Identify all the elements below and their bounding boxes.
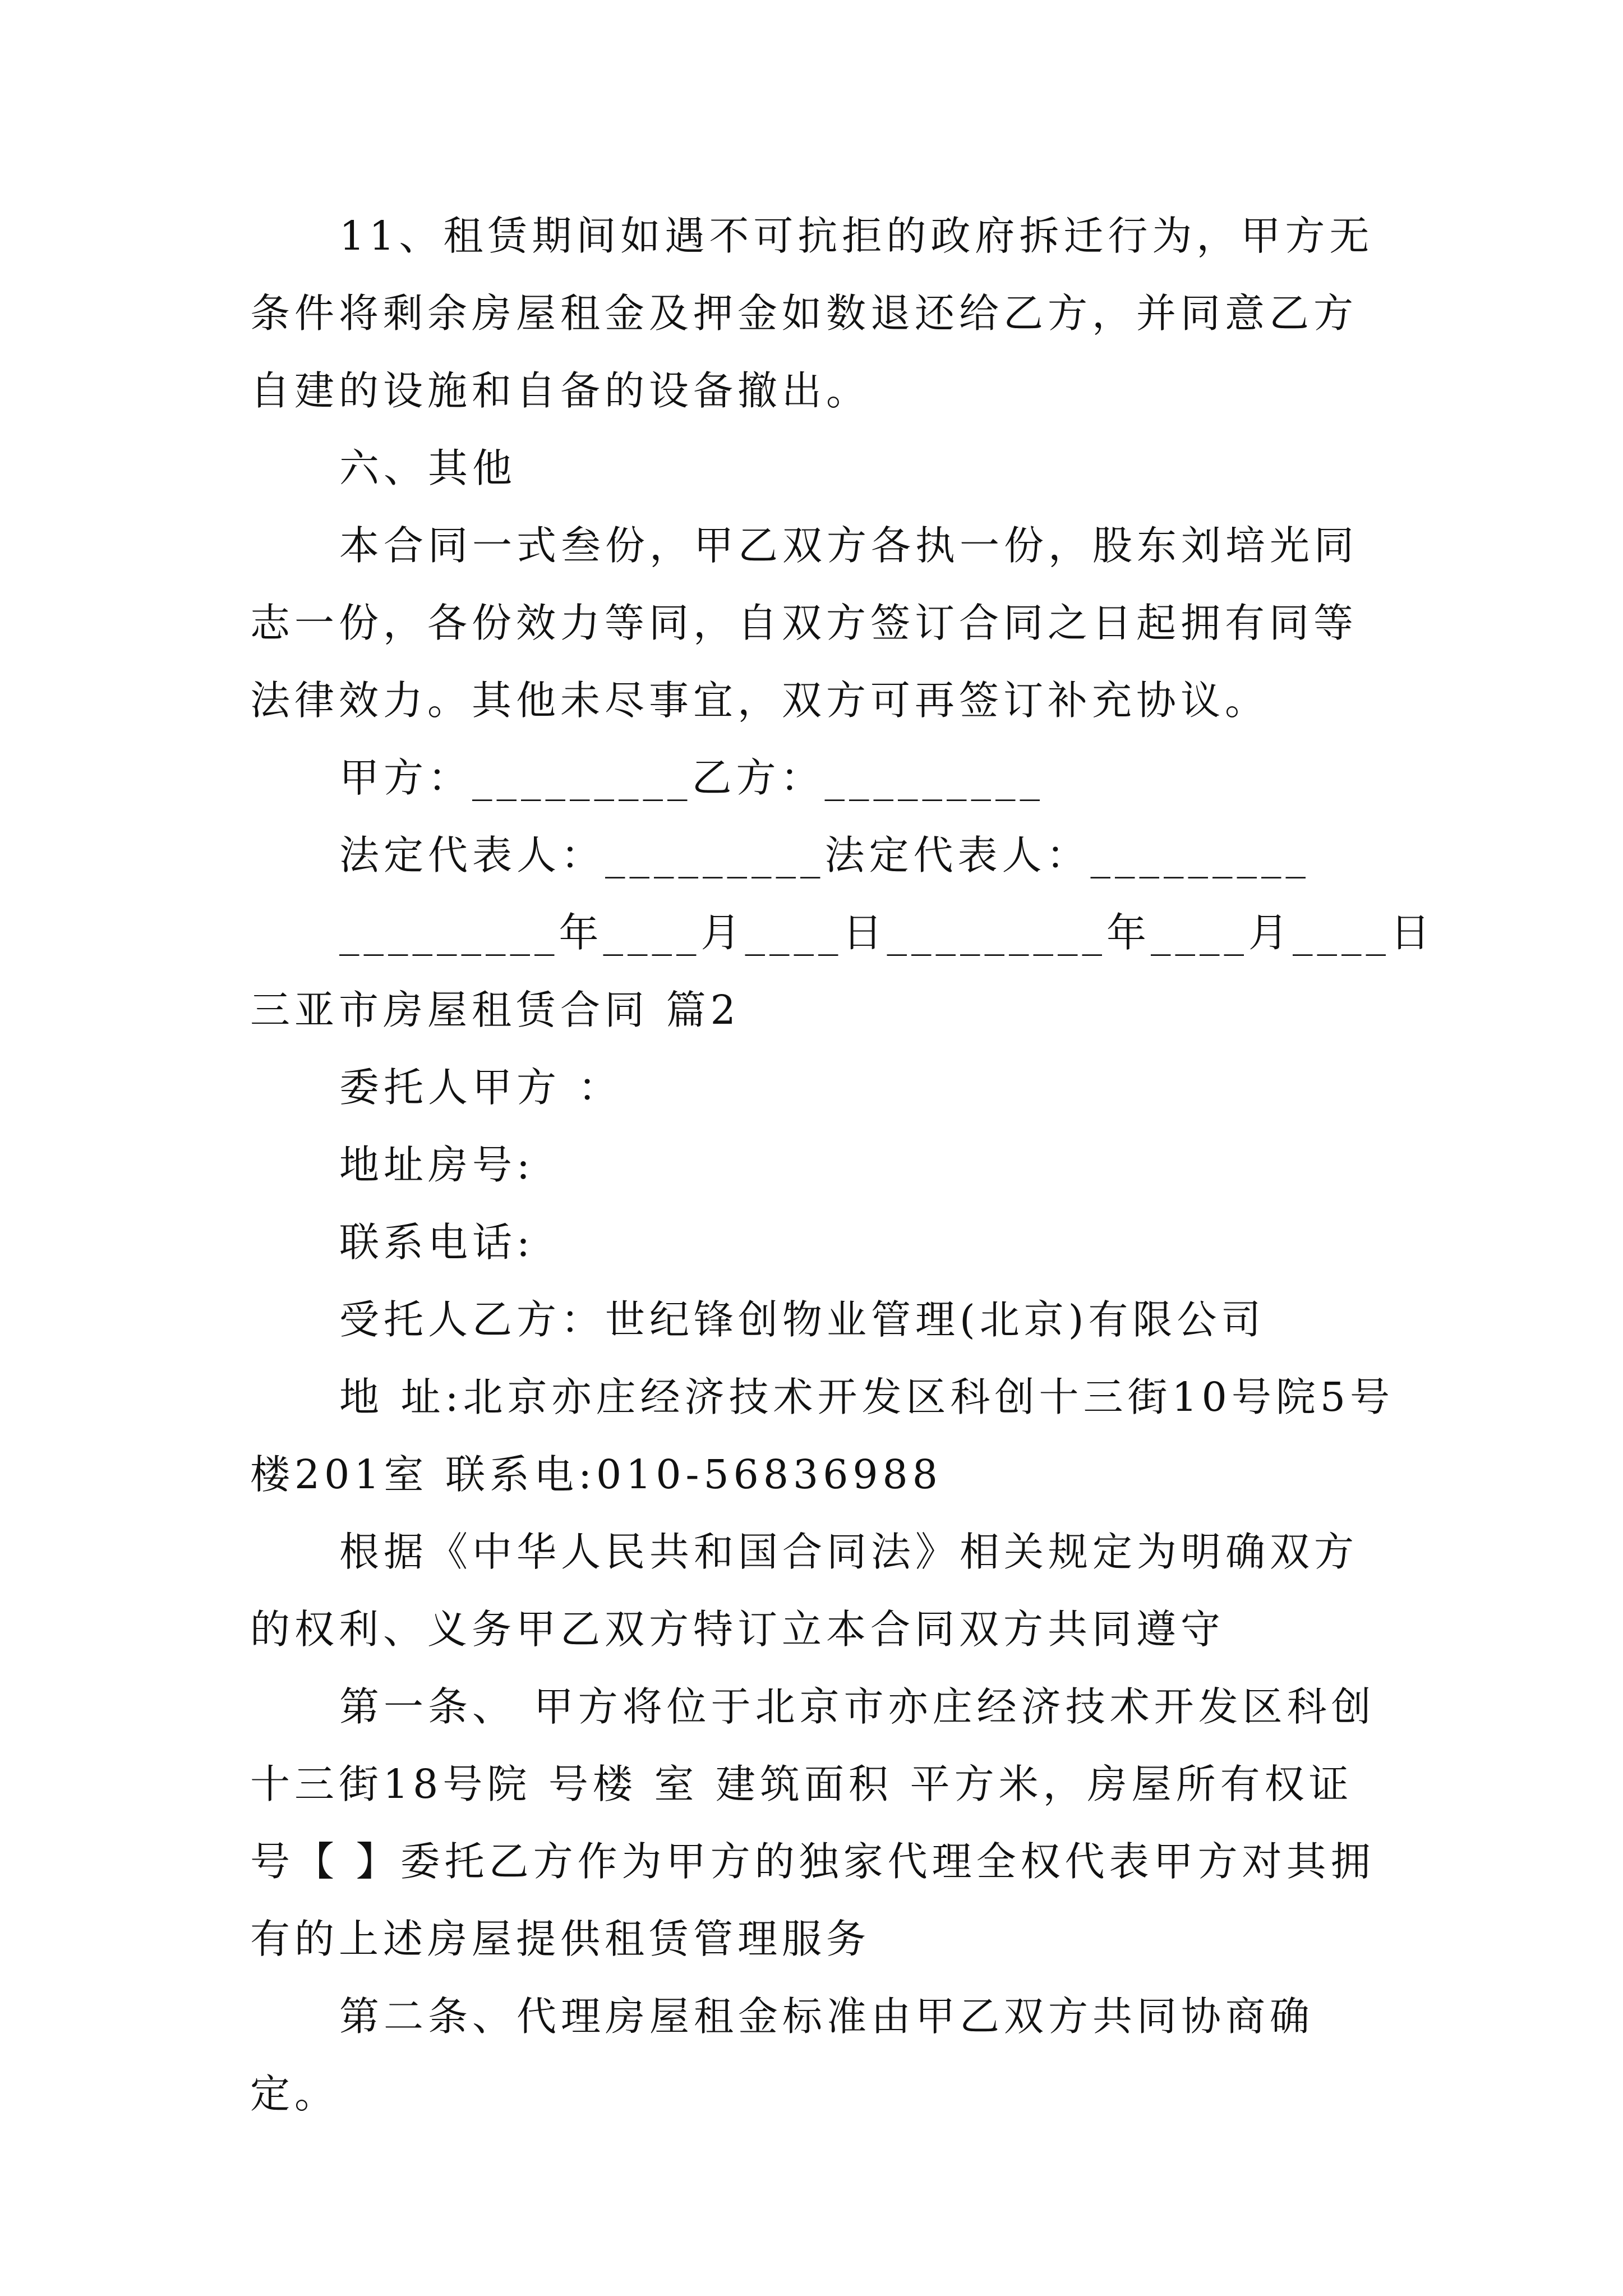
signature-representatives-line: 法定代表人：_________法定代表人：_________: [339, 832, 1311, 878]
paragraph-copies: 本合同一式叁份，甲乙双方各执一份，股东刘培光同志一份，各份效力等同，自双方签订合同之日起拥有同等法律效力。其他未尽事宜，双方可再签订补充协议。: [250, 522, 1359, 724]
document-body: [250, 197, 1435, 2133]
contact-phone: 联系电话:: [339, 1219, 534, 1266]
article-two: 第二条、代理房屋租金标准由甲乙双方共同协商确定。: [250, 1993, 1315, 2117]
paragraph-clause-11: 11、租赁期间如遇不可抗拒的政府拆迁行为，甲方无条件将剩余房屋租金及押金如数退还给乙方，并同意乙方自建的设施和自备的设备撤出。: [250, 213, 1374, 414]
principal-party-a: 委托人甲方 ：: [339, 1064, 623, 1111]
section-heading-other: 六、其他: [339, 445, 517, 491]
signature-date-line: _________年____月____日_________年____月____日: [339, 909, 1435, 956]
agent-address-phone: 地 址:北京亦庄经济技术开发区科创十三街10号院5号楼201室 联系电:010-56836988: [250, 1374, 1395, 1498]
contract-title: 三亚市房屋租赁合同 篇2: [250, 987, 740, 1033]
article-one: 第一条、 甲方将位于北京市亦庄经济技术开发区科创十三街18号院 号楼 室 建筑面积 平方米，房屋所有权证号【 】委托乙方作为甲方的独家代理全权代表甲方对其拥有的上述房屋提供租赁管理服务: [250, 1683, 1376, 1962]
address-room-number: 地址房号:: [339, 1142, 534, 1188]
agent-party-b: 受托人乙方：世纪锋创物业管理(北京)有限公司: [339, 1296, 1266, 1343]
paragraph-legal-basis: 根据《中华人民共和国合同法》相关规定为明确双方的权利、义务甲乙双方特订立本合同双方共同遵守: [250, 1529, 1359, 1653]
signature-parties-line: 甲方：_________乙方：_________: [339, 754, 1045, 801]
